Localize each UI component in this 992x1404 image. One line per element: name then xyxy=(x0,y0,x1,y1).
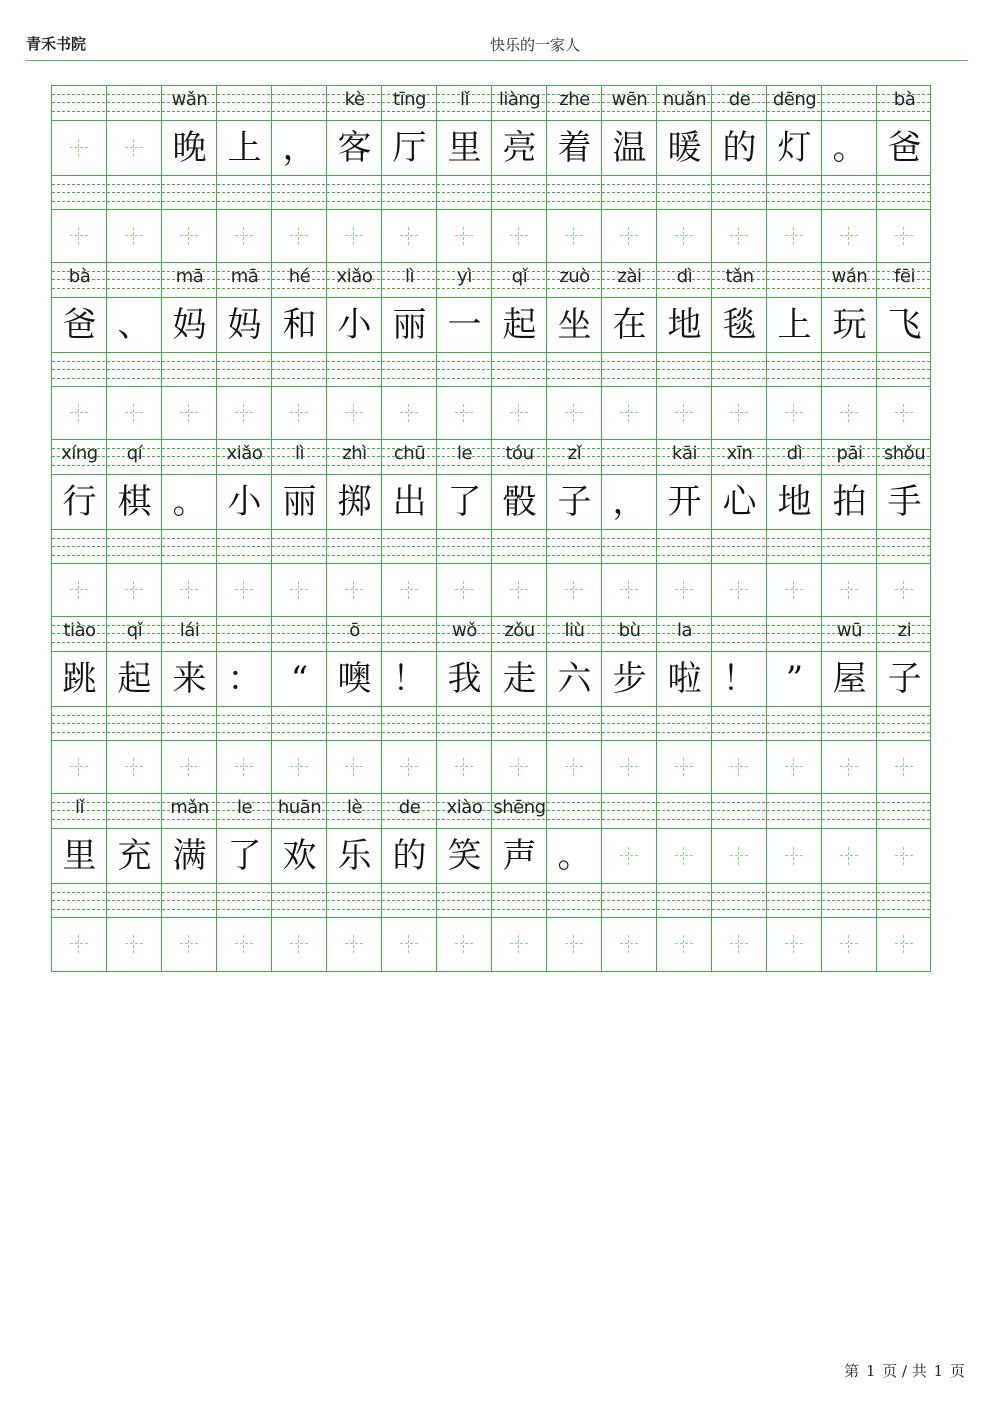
pinyin-label: dì xyxy=(676,266,693,287)
hanzi-character: 我 xyxy=(447,659,482,699)
tianzige-guide-cross xyxy=(840,847,858,865)
hanzi-character: 子 xyxy=(557,482,592,522)
hanzi-character: 地 xyxy=(777,482,812,522)
tianzige-guide-cross xyxy=(840,404,858,422)
hanzi-character: 拍 xyxy=(832,482,867,522)
pinyin-label: zǐ xyxy=(567,443,582,464)
column-divider xyxy=(711,86,712,971)
tianzige-guide-cross xyxy=(620,935,638,953)
page-footer xyxy=(843,1360,966,1381)
tianzige-guide-cross xyxy=(345,581,363,599)
hanzi-character: 暖 xyxy=(667,128,702,168)
tianzige-guide-cross xyxy=(400,758,418,776)
pinyin-label: lì xyxy=(294,443,304,464)
hanzi-character: 步 xyxy=(612,659,647,699)
pinyin-label: zǒu xyxy=(504,620,535,641)
pinyin-label: xiào xyxy=(446,797,483,818)
pinyin-label: la xyxy=(676,620,693,641)
hanzi-character: 灯 xyxy=(777,128,812,168)
column-divider xyxy=(601,86,602,971)
pinyin-label: shēng xyxy=(493,797,546,818)
tianzige-guide-cross xyxy=(455,227,473,245)
tianzige-guide-cross xyxy=(785,227,803,245)
column-divider xyxy=(876,86,877,971)
pinyin-label: kāi xyxy=(672,443,697,464)
hanzi-character: 坐 xyxy=(557,305,592,345)
hanzi-character: 妈 xyxy=(172,305,207,345)
tianzige-guide-cross xyxy=(620,227,638,245)
hanzi-character: 啦 xyxy=(667,659,702,699)
pinyin-label: tiào xyxy=(63,620,96,641)
tianzige-guide-cross xyxy=(125,581,143,599)
hanzi-character: 行 xyxy=(62,482,97,522)
column-divider xyxy=(216,86,217,971)
tianzige-guide-cross xyxy=(290,404,308,422)
tianzige-guide-cross xyxy=(70,404,88,422)
pinyin-label: le xyxy=(456,443,473,464)
tianzige-guide-cross xyxy=(620,404,638,422)
hanzi-character: 充 xyxy=(117,836,152,876)
column-divider xyxy=(161,86,162,971)
header-divider xyxy=(25,60,968,61)
hanzi-character: 。 xyxy=(557,836,592,876)
tianzige-guide-cross xyxy=(675,847,693,865)
page-title: 快乐的一家人 xyxy=(489,36,580,54)
hanzi-character: 一 xyxy=(447,305,482,345)
column-divider xyxy=(106,86,107,971)
hanzi-character: 心 xyxy=(722,482,757,522)
hanzi-character: 屋 xyxy=(832,659,867,699)
hanzi-character: 爸 xyxy=(887,128,922,168)
tianzige-guide-cross xyxy=(510,404,528,422)
hanzi-character: “ xyxy=(290,659,309,699)
column-divider xyxy=(326,86,327,971)
footer-mid: 页 / 共 xyxy=(882,1362,927,1380)
tianzige-guide-cross xyxy=(895,935,913,953)
pinyin-label: nuǎn xyxy=(662,89,707,110)
tianzige-guide-cross xyxy=(400,227,418,245)
pinyin-label: lǐ xyxy=(459,89,469,110)
hanzi-character: 来 xyxy=(172,659,207,699)
pinyin-label: zi xyxy=(897,620,912,641)
footer-total-pages: 1 xyxy=(933,1362,944,1380)
pinyin-label: wǒ xyxy=(452,620,477,641)
tianzige-guide-cross xyxy=(840,935,858,953)
tianzige-guide-cross xyxy=(345,935,363,953)
tianzige-guide-cross xyxy=(785,404,803,422)
footer-page-number: 1 xyxy=(865,1362,876,1380)
tianzige-guide-cross xyxy=(455,404,473,422)
hanzi-character: 乐 xyxy=(337,836,372,876)
column-divider xyxy=(821,86,822,971)
pinyin-label: liù xyxy=(564,620,585,641)
tianzige-guide-cross xyxy=(235,404,253,422)
tianzige-guide-cross xyxy=(455,935,473,953)
tianzige-guide-cross xyxy=(675,935,693,953)
pinyin-label: hé xyxy=(288,266,311,287)
tianzige-guide-cross xyxy=(510,935,528,953)
tianzige-guide-cross xyxy=(180,404,198,422)
tianzige-guide-cross xyxy=(180,758,198,776)
pinyin-label: pāi xyxy=(836,443,863,464)
hanzi-character: ！ xyxy=(722,659,757,699)
tianzige-guide-cross xyxy=(125,758,143,776)
pinyin-label: tóu xyxy=(505,443,534,464)
pinyin-label: chū xyxy=(393,443,426,464)
tianzige-guide-cross xyxy=(840,227,858,245)
pinyin-label: mǎn xyxy=(170,797,209,818)
tianzige-guide-cross xyxy=(565,227,583,245)
tianzige-guide-cross xyxy=(400,581,418,599)
tianzige-guide-cross xyxy=(895,847,913,865)
pinyin-label: xíng xyxy=(61,443,98,464)
column-divider xyxy=(436,86,437,971)
pinyin-label: wēn xyxy=(611,89,648,110)
pinyin-label: wán xyxy=(831,266,868,287)
pinyin-label: kè xyxy=(344,89,365,110)
hanzi-character: 满 xyxy=(172,836,207,876)
pinyin-label: liàng xyxy=(498,89,541,110)
hanzi-character: ： xyxy=(227,659,262,699)
tianzige-guide-cross xyxy=(400,404,418,422)
hanzi-character: 起 xyxy=(502,305,537,345)
hanzi-character: 晚 xyxy=(172,128,207,168)
pinyin-label: shǒu xyxy=(883,443,926,464)
tianzige-guide-cross xyxy=(895,227,913,245)
tianzige-guide-cross xyxy=(345,758,363,776)
pinyin-label: lè xyxy=(346,797,363,818)
hanzi-character: 厅 xyxy=(392,128,427,168)
tianzige-guide-cross xyxy=(620,847,638,865)
tianzige-guide-cross xyxy=(785,758,803,776)
tianzige-guide-cross xyxy=(125,935,143,953)
hanzi-character: ！ xyxy=(392,659,427,699)
tianzige-guide-cross xyxy=(70,758,88,776)
hanzi-character: 骰 xyxy=(502,482,537,522)
tianzige-guide-cross xyxy=(565,404,583,422)
hanzi-character: 手 xyxy=(887,482,922,522)
pinyin-label: zài xyxy=(617,266,642,287)
hanzi-character: ， xyxy=(282,128,317,168)
hanzi-character: 小 xyxy=(227,482,262,522)
pinyin-label: dēng xyxy=(772,89,817,110)
tianzige-guide-cross xyxy=(730,935,748,953)
tianzige-guide-cross xyxy=(125,227,143,245)
tianzige-guide-cross xyxy=(510,581,528,599)
hanzi-character: 了 xyxy=(447,482,482,522)
hanzi-character: 妈 xyxy=(227,305,262,345)
pinyin-label: xīn xyxy=(726,443,753,464)
pinyin-label: zhì xyxy=(342,443,367,464)
tianzige-guide-cross xyxy=(675,227,693,245)
tianzige-guide-cross xyxy=(565,581,583,599)
tianzige-guide-cross xyxy=(290,227,308,245)
hanzi-character: 小 xyxy=(337,305,372,345)
tianzige-guide-cross xyxy=(125,404,143,422)
tianzige-guide-cross xyxy=(290,935,308,953)
pinyin-label: qí xyxy=(126,443,143,464)
hanzi-character: 上 xyxy=(227,128,262,168)
tianzige-guide-cross xyxy=(345,227,363,245)
pinyin-label: zhe xyxy=(559,89,590,110)
hanzi-character: 地 xyxy=(667,305,702,345)
hanzi-character: 跳 xyxy=(62,659,97,699)
pinyin-writing-grid xyxy=(51,85,931,972)
hanzi-character: 亮 xyxy=(502,128,537,168)
hanzi-character: 着 xyxy=(557,128,592,168)
hanzi-character: 声 xyxy=(502,836,537,876)
pinyin-label: mā xyxy=(175,266,204,287)
hanzi-character: 玩 xyxy=(832,305,867,345)
tianzige-guide-cross xyxy=(290,758,308,776)
tianzige-guide-cross xyxy=(895,758,913,776)
pinyin-label: fēi xyxy=(894,266,915,287)
tianzige-guide-cross xyxy=(620,758,638,776)
hanzi-character: 子 xyxy=(887,659,922,699)
hanzi-character: 上 xyxy=(777,305,812,345)
pinyin-label: lì xyxy=(404,266,414,287)
tianzige-guide-cross xyxy=(455,581,473,599)
tianzige-guide-cross xyxy=(675,581,693,599)
tianzige-guide-cross xyxy=(235,758,253,776)
column-divider xyxy=(491,86,492,971)
tianzige-guide-cross xyxy=(840,758,858,776)
tianzige-guide-cross xyxy=(70,935,88,953)
pinyin-label: yì xyxy=(457,266,472,287)
hanzi-character: 掷 xyxy=(337,482,372,522)
pinyin-label: lái xyxy=(179,620,200,641)
tianzige-guide-cross xyxy=(70,227,88,245)
pinyin-label: mā xyxy=(230,266,259,287)
hanzi-character: 的 xyxy=(392,836,427,876)
hanzi-character: 里 xyxy=(447,128,482,168)
hanzi-character: 。 xyxy=(832,128,867,168)
hanzi-character: 。 xyxy=(172,482,207,522)
pinyin-label: bà xyxy=(68,266,91,287)
tianzige-guide-cross xyxy=(895,581,913,599)
pinyin-label: de xyxy=(728,89,751,110)
hanzi-character: 飞 xyxy=(887,305,922,345)
tianzige-guide-cross xyxy=(455,758,473,776)
tianzige-guide-cross xyxy=(510,227,528,245)
hanzi-character: 客 xyxy=(337,128,372,168)
hanzi-character: 的 xyxy=(722,128,757,168)
tianzige-guide-cross xyxy=(730,404,748,422)
column-divider xyxy=(546,86,547,971)
hanzi-character: 六 xyxy=(557,659,592,699)
hanzi-character: 棋 xyxy=(117,482,152,522)
publisher-name: 青禾书院 xyxy=(26,35,87,53)
tianzige-guide-cross xyxy=(290,581,308,599)
tianzige-guide-cross xyxy=(70,581,88,599)
pinyin-label: tīng xyxy=(393,89,426,110)
tianzige-guide-cross xyxy=(70,139,88,157)
tianzige-guide-cross xyxy=(730,227,748,245)
tianzige-guide-cross xyxy=(180,227,198,245)
tianzige-guide-cross xyxy=(895,404,913,422)
hanzi-character: 走 xyxy=(502,659,537,699)
tianzige-guide-cross xyxy=(510,758,528,776)
hanzi-character: 笑 xyxy=(447,836,482,876)
column-divider xyxy=(656,86,657,971)
hanzi-character: ， xyxy=(612,482,647,522)
hanzi-character: 了 xyxy=(227,836,262,876)
hanzi-character: 噢 xyxy=(337,659,372,699)
pinyin-label: xiǎo xyxy=(336,266,373,287)
hanzi-character: 丽 xyxy=(392,305,427,345)
pinyin-label: tǎn xyxy=(725,266,754,287)
tianzige-guide-cross xyxy=(785,935,803,953)
hanzi-character: 和 xyxy=(282,305,317,345)
tianzige-guide-cross xyxy=(730,581,748,599)
pinyin-label: wū xyxy=(836,620,863,641)
tianzige-guide-cross xyxy=(180,581,198,599)
pinyin-label: dì xyxy=(786,443,803,464)
hanzi-character: 丽 xyxy=(282,482,317,522)
hanzi-character: 起 xyxy=(117,659,152,699)
hanzi-character: 开 xyxy=(667,482,702,522)
tianzige-guide-cross xyxy=(730,847,748,865)
pinyin-label: bà xyxy=(893,89,916,110)
tianzige-guide-cross xyxy=(785,581,803,599)
hanzi-character: 出 xyxy=(392,482,427,522)
tianzige-guide-cross xyxy=(235,935,253,953)
pinyin-label: de xyxy=(398,797,421,818)
pinyin-label: lǐ xyxy=(74,797,84,818)
tianzige-guide-cross xyxy=(235,227,253,245)
pinyin-label: huān xyxy=(277,797,322,818)
tianzige-guide-cross xyxy=(125,139,143,157)
hanzi-character: 、 xyxy=(117,305,152,345)
tianzige-guide-cross xyxy=(730,758,748,776)
pinyin-label: qǐ xyxy=(511,266,528,287)
tianzige-guide-cross xyxy=(180,935,198,953)
pinyin-label: ō xyxy=(349,620,360,641)
tianzige-guide-cross xyxy=(675,404,693,422)
tianzige-guide-cross xyxy=(675,758,693,776)
tianzige-guide-cross xyxy=(345,404,363,422)
hanzi-character: 爸 xyxy=(62,305,97,345)
tianzige-guide-cross xyxy=(565,758,583,776)
footer-prefix: 第 xyxy=(844,1362,860,1380)
hanzi-character: ” xyxy=(785,659,804,699)
pinyin-label: bù xyxy=(618,620,641,641)
tianzige-guide-cross xyxy=(620,581,638,599)
pinyin-label: wǎn xyxy=(171,89,208,110)
tianzige-guide-cross xyxy=(840,581,858,599)
column-divider xyxy=(381,86,382,971)
hanzi-character: 温 xyxy=(612,128,647,168)
hanzi-character: 欢 xyxy=(282,836,317,876)
hanzi-character: 在 xyxy=(612,305,647,345)
pinyin-label: le xyxy=(236,797,253,818)
pinyin-label: zuò xyxy=(559,266,590,287)
tianzige-guide-cross xyxy=(785,847,803,865)
hanzi-character: 毯 xyxy=(722,305,757,345)
footer-suffix: 页 xyxy=(949,1362,965,1380)
pinyin-label: xiǎo xyxy=(226,443,263,464)
tianzige-guide-cross xyxy=(235,581,253,599)
tianzige-guide-cross xyxy=(565,935,583,953)
tianzige-guide-cross xyxy=(400,935,418,953)
hanzi-character: 里 xyxy=(62,836,97,876)
column-divider xyxy=(766,86,767,971)
column-divider xyxy=(271,86,272,971)
pinyin-label: qǐ xyxy=(126,620,143,641)
